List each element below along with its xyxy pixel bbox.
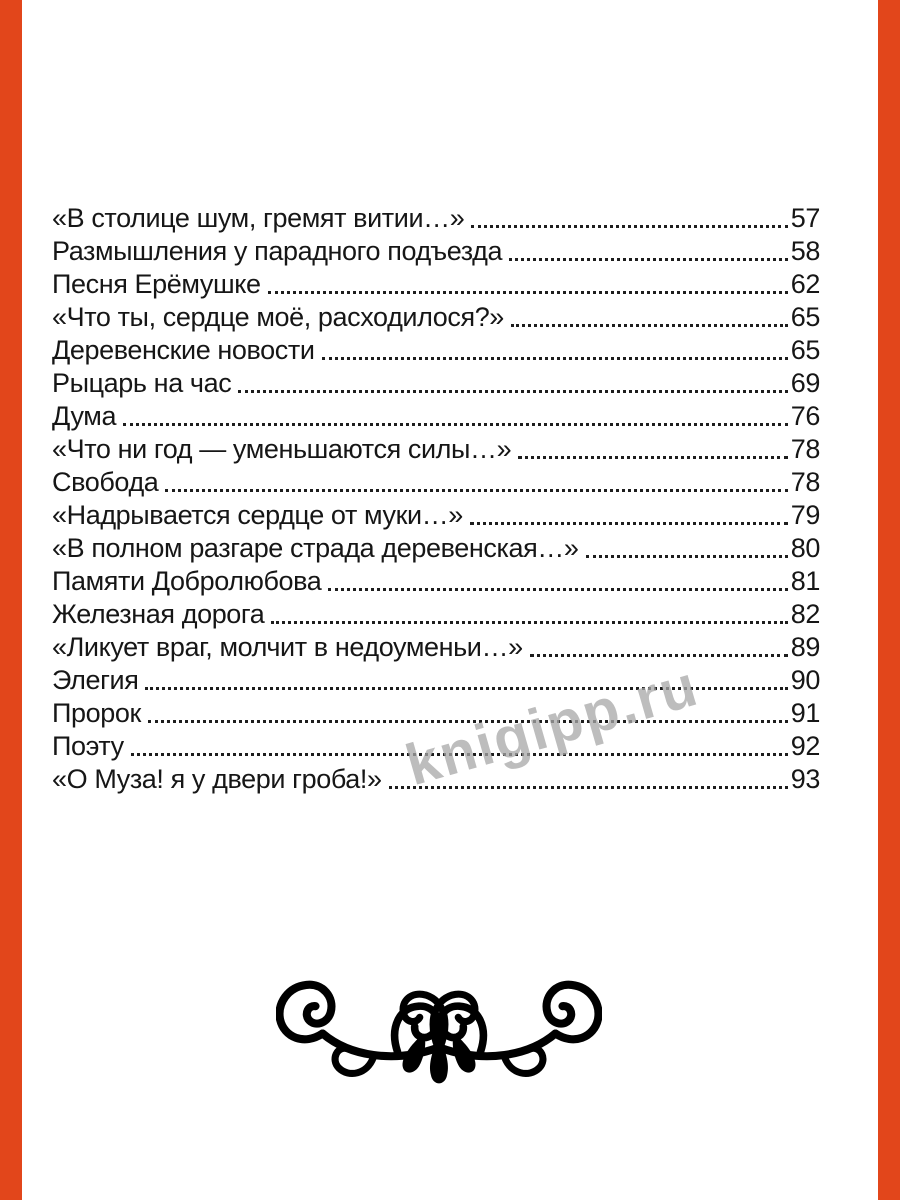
toc-entry-title: Поэту (52, 731, 124, 761)
toc-entry-title: Элегия (52, 665, 139, 695)
toc-entry-page: 65 (790, 335, 820, 365)
toc-entry (52, 564, 820, 597)
toc-entry (52, 630, 820, 663)
toc-entry-page: 90 (790, 665, 820, 695)
toc-entry (52, 465, 820, 498)
toc-entry (52, 234, 820, 267)
toc-entry-page: 65 (790, 302, 820, 332)
dot-leader (518, 456, 788, 459)
toc-entry-title: «Ликует враг, молчит в недоуменьи…» (52, 632, 523, 662)
toc-entry (52, 663, 820, 696)
toc-entry (52, 366, 820, 399)
toc-entry-page: 80 (790, 533, 820, 563)
toc-entry-title: «Что ни год — уменьшаются силы…» (52, 434, 512, 464)
dot-leader (131, 753, 788, 756)
toc-entry (52, 432, 820, 465)
toc-entry (52, 696, 820, 729)
dot-leader (471, 225, 787, 228)
toc-entry-title: «В столице шум, гремят витии…» (52, 203, 465, 233)
toc-entry-page: 78 (790, 467, 820, 497)
toc-entry (52, 597, 820, 630)
toc-entry-page: 91 (790, 698, 820, 728)
toc-entry-page: 92 (790, 731, 820, 761)
site-watermark: knigipp.ru (398, 652, 706, 799)
toc-entry-title: «В полном разгаре страда деревенская…» (52, 533, 579, 563)
toc-entry (52, 762, 820, 795)
toc-entry-page: 93 (790, 764, 820, 794)
dot-leader (165, 489, 787, 492)
toc-entry (52, 729, 820, 762)
toc-entry-title: Железная дорога (52, 599, 265, 629)
toc-entry-title: «Надрывается сердце от муки…» (52, 500, 463, 530)
toc-entry (52, 267, 820, 300)
toc-entry (52, 399, 820, 432)
toc-entry-page: 79 (790, 500, 820, 530)
toc-entry (52, 498, 820, 531)
toc-entry-page: 76 (790, 401, 820, 431)
toc-entry (52, 531, 820, 564)
table-of-contents (52, 201, 820, 795)
dot-leader (470, 522, 788, 525)
flourish-ornament-icon (276, 972, 602, 1092)
dot-leader (238, 390, 787, 393)
toc-entry-title: Памяти Добролюбова (52, 566, 322, 596)
dot-leader (123, 423, 788, 426)
toc-entry-title: Дума (52, 401, 117, 431)
toc-entry-title: «О Муза! я у двери гроба!» (52, 764, 382, 794)
toc-entry (52, 201, 820, 234)
toc-entry-page: 58 (790, 236, 820, 266)
toc-entry-page: 69 (790, 368, 820, 398)
toc-entry-page: 81 (790, 566, 820, 596)
toc-entry-title: Песня Ерёмушке (52, 269, 261, 299)
toc-entry-page: 82 (790, 599, 820, 629)
dot-leader (509, 258, 788, 261)
dot-leader (511, 324, 788, 327)
left-border-stripe (0, 0, 22, 1200)
dot-leader (145, 687, 787, 690)
dot-leader (328, 588, 787, 591)
toc-entry-title: Свобода (52, 467, 159, 497)
dot-leader (148, 720, 788, 723)
dot-leader (271, 621, 787, 624)
dot-leader (530, 654, 788, 657)
toc-entry-title: «Что ты, сердце моё, расходилося?» (52, 302, 504, 332)
toc-entry-page: 78 (790, 434, 820, 464)
dot-leader (389, 786, 788, 789)
toc-entry (52, 300, 820, 333)
right-border-stripe (878, 0, 900, 1200)
toc-entry-page: 57 (790, 203, 820, 233)
toc-entry-title: Размышления у парадного подъезда (52, 236, 503, 266)
dot-leader (322, 357, 788, 360)
dot-leader (586, 555, 788, 558)
toc-entry-page: 62 (790, 269, 820, 299)
toc-entry-title: Пророк (52, 698, 141, 728)
toc-entry-title: Рыцарь на час (52, 368, 232, 398)
dot-leader (268, 291, 788, 294)
toc-entry-title: Деревенские новости (52, 335, 315, 365)
toc-entry (52, 333, 820, 366)
toc-entry-page: 89 (790, 632, 820, 662)
